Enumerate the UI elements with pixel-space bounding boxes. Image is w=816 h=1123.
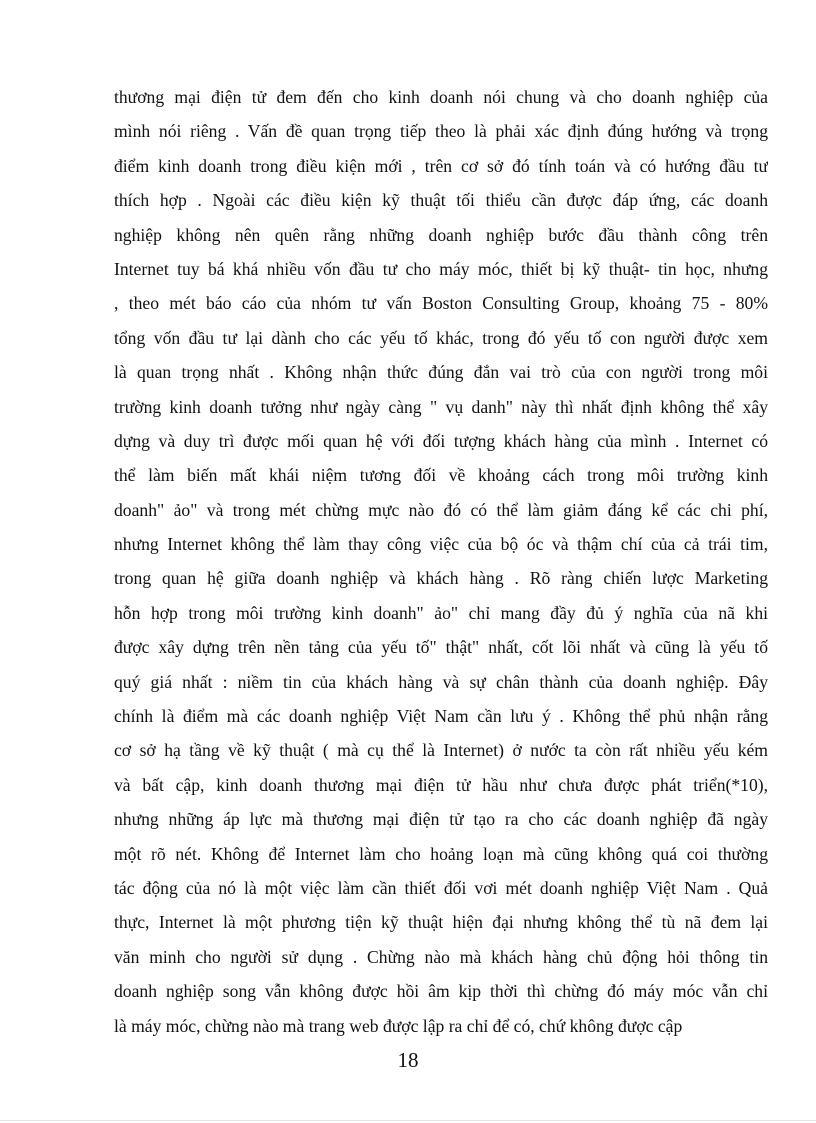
text-line: cơ sở hạ tầng về kỹ thuật ( mà cụ thể là Internet) ở nước ta còn rất nhiều yếu kém — [114, 740, 768, 761]
text-line: là quan trọng nhất . Không nhận thức đúng đắn vai trò của con người trong môi — [114, 362, 768, 383]
text-line: Internet tuy bá khá nhiều vốn đầu tư cho máy móc, thiết bị kỹ thuật- tin học, nhưng — [114, 258, 768, 279]
text-line: nhưng Internet không thể làm thay công việc của bộ óc và thậm chí của cả trái tim, — [114, 534, 768, 555]
text-line: chính là điểm mà các doanh nghiệp Việt Nam cần lưu ý . Không thể phủ nhận rằng — [114, 706, 768, 727]
text-line: nhưng những áp lực mà thương mại điện tử tạo ra cho các doanh nghiệp đã ngày — [114, 809, 768, 830]
text-line: văn minh cho người sử dụng . Chừng nào mà khách hàng chủ động hỏi thông tin — [114, 946, 768, 967]
text-line: thương mại điện tử đem đến cho kinh doanh nói chung và cho doanh nghiệp của — [114, 87, 768, 107]
text-line: và bất cập, kinh doanh thương mại điện tử hầu như chưa được phát triển(*10), — [114, 774, 768, 795]
text-line: thể làm biến mất khái niệm tương đối về khoảng cách trong môi trường kinh — [114, 465, 768, 486]
text-line: doanh nghiệp song vẫn không được hồi âm kịp thời thì chừng đó máy móc vẫn chỉ — [114, 981, 768, 1002]
text-line: tổng vốn đầu tư lại dành cho các yếu tố khác, trong đó yếu tố con người được xem — [114, 327, 768, 348]
text-line: dựng và duy trì được mối quan hệ với đối tượng khách hàng của mình . Internet có — [114, 430, 768, 451]
page-number: 18 — [397, 1048, 419, 1072]
text-line: thực, Internet là một phương tiện kỹ thuật hiện đại nhưng không thể tù nã đem lại — [114, 912, 768, 933]
text-line: trường kinh doanh tưởng như ngày càng " vụ danh" này thì nhất định không thể xây — [114, 396, 768, 417]
text-line: được xây dựng trên nền tảng của yếu tố" thật" nhất, cốt lõi nhất và cũng là yếu tố — [114, 637, 768, 658]
text-line: tác động của nó là một việc làm cần thiết đối vơi mét doanh nghiệp Việt Nam . Quả — [114, 877, 768, 898]
text-line: là máy móc, chừng nào mà trang web được lập ra chỉ để có, chứ không được cập — [114, 1015, 683, 1036]
text-line: nghiệp không nên quên rằng những doanh nghiệp bước đầu thành công trên — [114, 224, 768, 245]
text-line: một rõ nét. Không để Internet làm cho hoảng loạn mà cũng không quá coi thường — [114, 843, 768, 864]
text-line: quý giá nhất : niềm tin của khách hàng và sự chân thành của doanh nghiệp. Đây — [114, 671, 768, 692]
text-line: điểm kinh doanh trong điều kiện mới , trên cơ sở đó tính toán và có hướng đầu tư — [114, 155, 768, 176]
text-line: thích hợp . Ngoài các điều kiện kỹ thuật tối thiểu cần được đáp ứng, các doanh — [114, 190, 768, 211]
text-line: trong quan hệ giữa doanh nghiệp và khách hàng . Rõ ràng chiến lược Marketing — [114, 568, 768, 589]
text-line: doanh" ảo" và trong mét chừng mực nào đó có thể làm giảm đáng kể các chi phí, — [114, 499, 768, 520]
page-bottom-divider — [0, 1120, 816, 1121]
text-line: hỗn hợp trong môi trường kinh doanh" ảo" chỉ mang đầy đủ ý nghĩa của nã khi — [114, 602, 768, 623]
text-line: , theo mét báo cáo của nhóm tư vấn Boston Consulting Group, khoảng 75 - 80% — [114, 293, 768, 314]
text-line: mình nói riêng . Vấn đề quan trọng tiếp theo là phải xác định đúng hướng và trọng — [114, 121, 768, 142]
body-paragraph — [114, 80, 768, 1043]
